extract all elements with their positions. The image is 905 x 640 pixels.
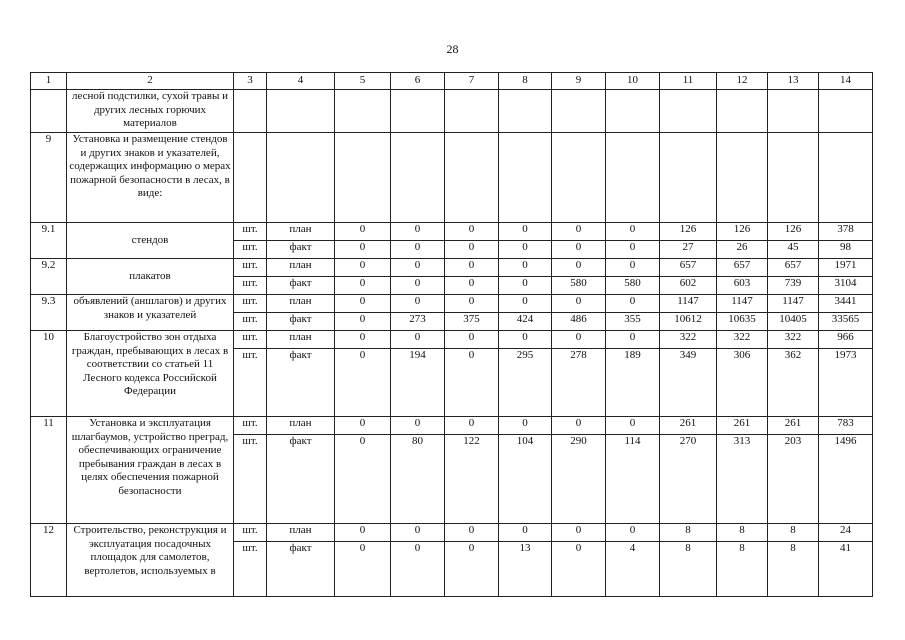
value-cell: 322 xyxy=(768,331,819,349)
plan-fact-cell: факт xyxy=(267,349,335,417)
value-cell: 0 xyxy=(445,524,499,542)
item-number: 11 xyxy=(31,417,67,524)
value-cell: 0 xyxy=(335,331,391,349)
empty-cell xyxy=(234,90,267,133)
item-number: 9 xyxy=(31,133,67,223)
empty-cell xyxy=(499,133,552,223)
value-cell: 261 xyxy=(717,417,768,435)
value-cell: 355 xyxy=(606,313,660,331)
unit-cell: шт. xyxy=(234,277,267,295)
value-cell: 3441 xyxy=(819,295,873,313)
header-cell: 10 xyxy=(606,73,660,90)
header-cell: 9 xyxy=(552,73,606,90)
value-cell: 8 xyxy=(768,542,819,597)
table-row xyxy=(31,133,873,223)
value-cell: 10635 xyxy=(717,313,768,331)
value-cell: 126 xyxy=(660,223,717,241)
plan-fact-cell: факт xyxy=(267,542,335,597)
unit-cell: шт. xyxy=(234,241,267,259)
value-cell: 0 xyxy=(391,295,445,313)
value-cell: 1973 xyxy=(819,349,873,417)
value-cell: 126 xyxy=(717,223,768,241)
unit-cell: шт. xyxy=(234,435,267,524)
value-cell: 0 xyxy=(391,417,445,435)
value-cell: 0 xyxy=(606,223,660,241)
empty-cell xyxy=(499,90,552,133)
table-row xyxy=(31,259,873,277)
value-cell: 8 xyxy=(717,524,768,542)
item-number: 10 xyxy=(31,331,67,417)
value-cell: 0 xyxy=(499,277,552,295)
empty-cell xyxy=(717,133,768,223)
value-cell: 0 xyxy=(391,259,445,277)
value-cell: 602 xyxy=(660,277,717,295)
value-cell: 657 xyxy=(660,259,717,277)
value-cell: 0 xyxy=(606,524,660,542)
value-cell: 313 xyxy=(717,435,768,524)
value-cell: 375 xyxy=(445,313,499,331)
table-row xyxy=(31,223,873,241)
item-description: объявлений (аншлагов) и других знаков и указателей xyxy=(67,295,234,331)
value-cell: 424 xyxy=(499,313,552,331)
value-cell: 580 xyxy=(606,277,660,295)
value-cell: 261 xyxy=(768,417,819,435)
plan-fact-cell: план xyxy=(267,295,335,313)
value-cell: 114 xyxy=(606,435,660,524)
plan-fact-cell: план xyxy=(267,331,335,349)
value-cell: 306 xyxy=(717,349,768,417)
item-description: лесной подстилки, сухой травы и других лесных горючих материалов xyxy=(67,90,234,133)
value-cell: 4 xyxy=(606,542,660,597)
item-description: Строительство, реконструкция и эксплуатация посадочных площадок для самолетов, вертолетов, используемых в xyxy=(67,524,234,597)
value-cell: 0 xyxy=(606,417,660,435)
value-cell: 0 xyxy=(335,241,391,259)
value-cell: 194 xyxy=(391,349,445,417)
header-cell: 8 xyxy=(499,73,552,90)
value-cell: 0 xyxy=(335,223,391,241)
unit-cell: шт. xyxy=(234,349,267,417)
value-cell: 0 xyxy=(335,349,391,417)
plan-fact-cell: план xyxy=(267,223,335,241)
value-cell: 0 xyxy=(335,259,391,277)
value-cell: 739 xyxy=(768,277,819,295)
table-row xyxy=(31,524,873,542)
header-cell: 7 xyxy=(445,73,499,90)
empty-cell xyxy=(552,90,606,133)
value-cell: 0 xyxy=(552,417,606,435)
value-cell: 10612 xyxy=(660,313,717,331)
empty-cell xyxy=(234,133,267,223)
measures-table xyxy=(30,72,873,597)
value-cell: 0 xyxy=(391,331,445,349)
value-cell: 1147 xyxy=(768,295,819,313)
plan-fact-cell: факт xyxy=(267,277,335,295)
value-cell: 24 xyxy=(819,524,873,542)
value-cell: 1147 xyxy=(717,295,768,313)
item-description: Установка и размещение стендов и других знаков и указателей, содержащих информацию о мерах пожарной безопасности в лесах, в виде: xyxy=(67,133,234,223)
value-cell: 0 xyxy=(335,524,391,542)
empty-cell xyxy=(768,133,819,223)
item-number: 9.3 xyxy=(31,295,67,331)
unit-cell: шт. xyxy=(234,223,267,241)
value-cell: 322 xyxy=(717,331,768,349)
value-cell: 0 xyxy=(391,277,445,295)
value-cell: 580 xyxy=(552,277,606,295)
value-cell: 0 xyxy=(335,313,391,331)
page-number: 28 xyxy=(446,42,459,56)
value-cell: 0 xyxy=(552,542,606,597)
item-number: 9.2 xyxy=(31,259,67,295)
header-cell: 2 xyxy=(67,73,234,90)
item-number: 12 xyxy=(31,524,67,597)
value-cell: 603 xyxy=(717,277,768,295)
value-cell: 126 xyxy=(768,223,819,241)
value-cell: 45 xyxy=(768,241,819,259)
value-cell: 0 xyxy=(606,259,660,277)
empty-cell xyxy=(660,90,717,133)
value-cell: 8 xyxy=(717,542,768,597)
value-cell: 33565 xyxy=(819,313,873,331)
empty-cell xyxy=(445,90,499,133)
header-cell: 14 xyxy=(819,73,873,90)
value-cell: 41 xyxy=(819,542,873,597)
value-cell: 362 xyxy=(768,349,819,417)
header-cell: 12 xyxy=(717,73,768,90)
value-cell: 0 xyxy=(445,417,499,435)
value-cell: 122 xyxy=(445,435,499,524)
header-cell: 6 xyxy=(391,73,445,90)
value-cell: 657 xyxy=(768,259,819,277)
value-cell: 0 xyxy=(606,241,660,259)
value-cell: 0 xyxy=(499,417,552,435)
header-cell: 11 xyxy=(660,73,717,90)
header-cell: 5 xyxy=(335,73,391,90)
plan-fact-cell: факт xyxy=(267,313,335,331)
value-cell: 0 xyxy=(445,277,499,295)
value-cell: 0 xyxy=(391,241,445,259)
value-cell: 0 xyxy=(552,223,606,241)
header-cell: 3 xyxy=(234,73,267,90)
plan-fact-cell: план xyxy=(267,259,335,277)
value-cell: 657 xyxy=(717,259,768,277)
unit-cell: шт. xyxy=(234,259,267,277)
value-cell: 295 xyxy=(499,349,552,417)
unit-cell: шт. xyxy=(234,524,267,542)
empty-cell xyxy=(391,90,445,133)
empty-cell xyxy=(717,90,768,133)
value-cell: 0 xyxy=(335,417,391,435)
value-cell: 0 xyxy=(335,542,391,597)
item-number xyxy=(31,90,67,133)
header-cell: 1 xyxy=(31,73,67,90)
value-cell: 0 xyxy=(391,223,445,241)
value-cell: 261 xyxy=(660,417,717,435)
value-cell: 98 xyxy=(819,241,873,259)
empty-cell xyxy=(660,133,717,223)
empty-cell xyxy=(335,133,391,223)
value-cell: 0 xyxy=(499,524,552,542)
value-cell: 0 xyxy=(499,241,552,259)
value-cell: 1971 xyxy=(819,259,873,277)
empty-cell xyxy=(552,133,606,223)
item-description: Установка и эксплуатация шлагбаумов, устройство преград, обеспечивающих ограничение пребывания граждан в лесах в целях обеспечения пожарной безопасности xyxy=(67,417,234,524)
value-cell: 0 xyxy=(445,331,499,349)
unit-cell: шт. xyxy=(234,417,267,435)
value-cell: 322 xyxy=(660,331,717,349)
value-cell: 0 xyxy=(552,241,606,259)
value-cell: 26 xyxy=(717,241,768,259)
value-cell: 1496 xyxy=(819,435,873,524)
table-row xyxy=(31,417,873,435)
value-cell: 0 xyxy=(445,295,499,313)
value-cell: 0 xyxy=(499,259,552,277)
unit-cell: шт. xyxy=(234,295,267,313)
value-cell: 0 xyxy=(335,295,391,313)
empty-cell xyxy=(445,133,499,223)
value-cell: 0 xyxy=(552,524,606,542)
value-cell: 0 xyxy=(445,349,499,417)
value-cell: 270 xyxy=(660,435,717,524)
value-cell: 27 xyxy=(660,241,717,259)
empty-cell xyxy=(335,90,391,133)
table-row xyxy=(31,295,873,313)
value-cell: 189 xyxy=(606,349,660,417)
plan-fact-cell: факт xyxy=(267,241,335,259)
table-row xyxy=(31,331,873,349)
value-cell: 0 xyxy=(391,542,445,597)
value-cell: 273 xyxy=(391,313,445,331)
value-cell: 80 xyxy=(391,435,445,524)
value-cell: 0 xyxy=(335,435,391,524)
value-cell: 0 xyxy=(391,524,445,542)
value-cell: 0 xyxy=(499,295,552,313)
unit-cell: шт. xyxy=(234,313,267,331)
value-cell: 278 xyxy=(552,349,606,417)
value-cell: 10405 xyxy=(768,313,819,331)
empty-cell xyxy=(819,133,873,223)
empty-cell xyxy=(267,90,335,133)
item-number: 9.1 xyxy=(31,223,67,259)
value-cell: 1147 xyxy=(660,295,717,313)
value-cell: 966 xyxy=(819,331,873,349)
value-cell: 104 xyxy=(499,435,552,524)
plan-fact-cell: план xyxy=(267,417,335,435)
value-cell: 0 xyxy=(499,223,552,241)
value-cell: 349 xyxy=(660,349,717,417)
value-cell: 0 xyxy=(445,223,499,241)
value-cell: 0 xyxy=(552,295,606,313)
value-cell: 0 xyxy=(552,259,606,277)
value-cell: 783 xyxy=(819,417,873,435)
value-cell: 8 xyxy=(660,542,717,597)
item-description: стендов xyxy=(67,223,234,259)
value-cell: 0 xyxy=(606,331,660,349)
empty-cell xyxy=(606,90,660,133)
value-cell: 203 xyxy=(768,435,819,524)
value-cell: 0 xyxy=(499,331,552,349)
empty-cell xyxy=(267,133,335,223)
plan-fact-cell: факт xyxy=(267,435,335,524)
value-cell: 0 xyxy=(335,277,391,295)
value-cell: 8 xyxy=(768,524,819,542)
value-cell: 378 xyxy=(819,223,873,241)
value-cell: 8 xyxy=(660,524,717,542)
item-description: плакатов xyxy=(67,259,234,295)
header-cell: 13 xyxy=(768,73,819,90)
value-cell: 0 xyxy=(445,241,499,259)
value-cell: 0 xyxy=(445,542,499,597)
unit-cell: шт. xyxy=(234,331,267,349)
value-cell: 13 xyxy=(499,542,552,597)
header-row xyxy=(31,73,873,90)
value-cell: 0 xyxy=(445,259,499,277)
value-cell: 3104 xyxy=(819,277,873,295)
header-cell: 4 xyxy=(267,73,335,90)
empty-cell xyxy=(606,133,660,223)
item-description: Благоустройство зон отдыха граждан, пребывающих в лесах в соответствии со статьей 11 Лесного кодекса Российской Федерации xyxy=(67,331,234,417)
empty-cell xyxy=(391,133,445,223)
value-cell: 0 xyxy=(606,295,660,313)
empty-cell xyxy=(768,90,819,133)
unit-cell: шт. xyxy=(234,542,267,597)
value-cell: 0 xyxy=(552,331,606,349)
value-cell: 290 xyxy=(552,435,606,524)
table-row xyxy=(31,90,873,133)
plan-fact-cell: план xyxy=(267,524,335,542)
empty-cell xyxy=(819,90,873,133)
value-cell: 486 xyxy=(552,313,606,331)
